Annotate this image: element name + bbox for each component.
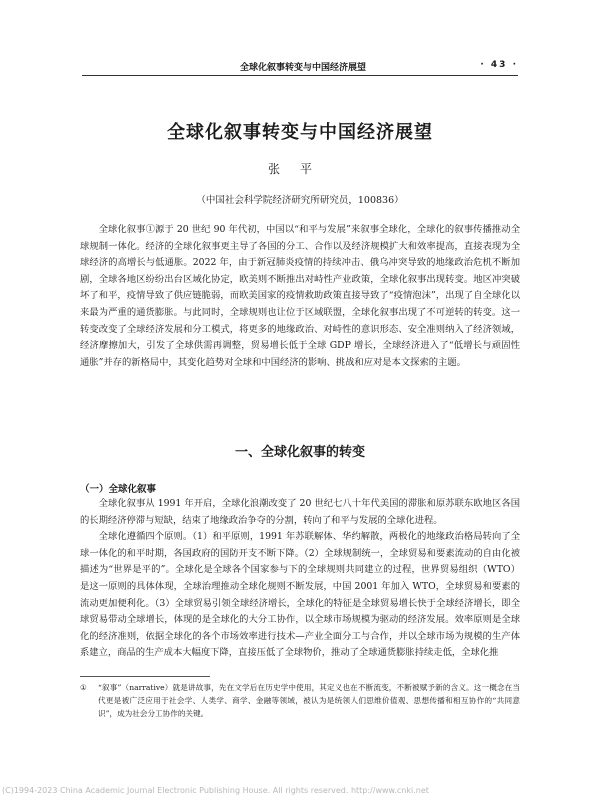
section-heading: 一、全球化叙事的转变 [234,445,365,460]
body-text [80,496,520,662]
body-paragraph: 全球化遵循四个原则。（1）和平原则，1991 年苏联解体、华约解散，两极化的地缘政治格局转向了全球一体化的和平时期，各国政府的国防开支不断下降。（2）全球规制统一，全球贸易和要素流动的自由化被描述为“世界是平的”。全球化是全球各个国家参与下的全球规则共同建立的过程，世界贸易组织（WTO）是这一原则的具体体现，全球治理推动全球化规则不断发展，中国 2001 年加入 WTO，全球贸易和要素的流动更加便利化。（3）全球贸易引领全球经济增长，全球化的特征是全球贸易增长快于全球经济增长，即全球贸易带动全球增长，体现的是全球化的大分工协作，以全球市场规模为驱动的经济发展。效率原则是全球化的经济准则，依据全球化的各个市场效率进行技术—产业全面分工与合作，并以全球市场为规模的生产体系建立，商品的生产成本大幅度下降，直接压低了全球物价，推动了全球通货膨胀持续走低，全球化推 [80,531,520,659]
body-paragraph: 全球化叙事从 1991 年开启，全球化浪潮改变了 20 世纪七八十年代美国的滞胀和原苏联东欧地区各国的长期经济停滞与短缺，结束了地缘政治争夺的分割，转向了和平与发展的全球化进程。 [80,498,520,526]
footnote-divider [80,676,210,677]
intro-section [80,222,520,371]
intro-paragraph: 全球化叙事①源于 20 世纪 90 年代初，中国以“和平与发展”来叙事全球化，全球化的叙事传播推动全球规制一体化。经济的全球化叙事更主导了各国的分工、合作以及经济规模扩大和效率提高，直接表现为全球经济的高增长与低通胀。2022 年，由于新冠肺炎疫情的持续冲击、俄乌冲突导致的地缘政治危机不断加剧，全球各地区纷纷出台区域化协定，欧美则不断推出对峙性产业政策，全球化叙事出现转变。地区冲突破坏了和平，疫情导致了供应链脆弱，而欧美国家的疫情救助政策直接导致了“疫情泡沫”，出现了自全球化以来最为严重的通货膨胀。与此同时，全球规则也让位于区域联盟，全球化叙事出现了不可逆转的转变。这一转变改变了全球经济发展和分工模式，将更多的地缘政治、对峙性的意识形态、安全准则纳入了经济领域，经济摩擦加大，引发了全球供需再调整，贸易增长低于全球 GDP 增长，全球经济进入了“低增长与顽固性通胀”并存的新格局中，其变化趋势对全球和中国经济的影响、挑战和应对是本文探索的主题。 [80,224,520,368]
running-header [82,58,518,74]
author-name: 张平 [267,162,332,176]
footnote-text: “叙事”（narrative）就是讲故事，先在文学后在历史学中使用，其定义也在不断流变，不断被赋予新的含义。这一概念在当代更是被广泛应用于社会学、人类学、商学、金融等领域，被认为是统领人们思维价值观、思想传播和相互协作的“共同意识”，成为社会分工协作的关键。 [98,683,520,718]
subsection-heading: （一）全球化叙事 [80,484,157,495]
header-divider [82,75,518,76]
footnote-marker: ① [80,683,87,692]
footnote [80,681,520,720]
author-affiliation: （中国社会科学院经济研究所研究员，100836） [196,195,404,206]
article-title: 全球化叙事转变与中国经济展望 [167,122,433,143]
page-number: · 43 · [480,60,518,70]
copyright-watermark: (C)1994-2023 China Academic Journal Electronic Publishing House. All rights reserved. http://www.cnki.net [2,786,429,795]
running-header-title: 全球化叙事转变与中国经济展望 [240,63,367,73]
